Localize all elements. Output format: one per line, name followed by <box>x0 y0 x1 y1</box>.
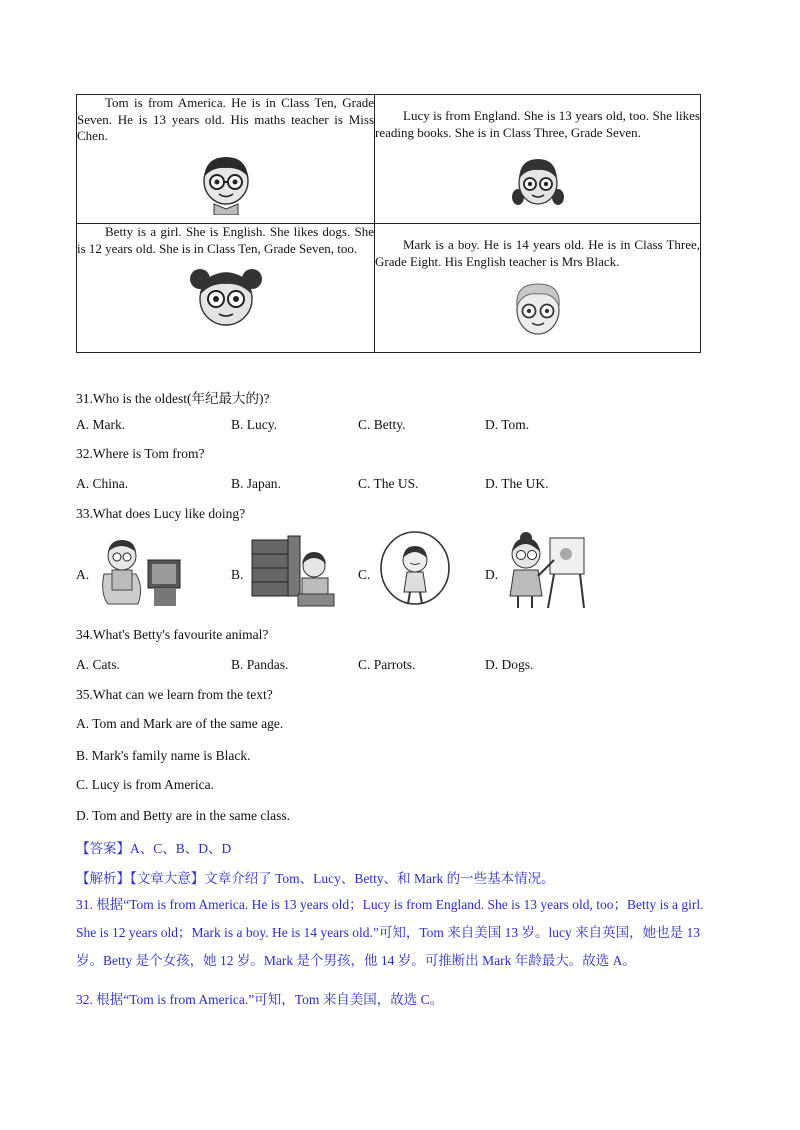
question-31-option-c: C. Betty. <box>358 417 406 432</box>
question-35-option-d: D. Tom and Betty are in the same class. <box>76 808 291 823</box>
analysis-item-31: 31. 根据“Tom is from America. He is 13 years old；Lucy is from England. She is 13 years old, too；Betty is a girl. She is 12 years old；Mark is a boy. He is 14 years old.”可知，Tom 来自美国 13 岁。lucy 来自英国，她也是 13 岁。Betty 是个女孩，她 12 岁。Mark 是个男孩，他 14 岁。可推断出 Mark 年龄最大。故选 A。 <box>76 897 704 968</box>
question-31-option-a: A. Mark. <box>76 417 126 432</box>
question-32-option-c: C. The US. <box>358 476 419 491</box>
painting-icon <box>504 530 588 610</box>
profile-text-mark: Mark is a boy. He is 14 years old. He is in Class Three, Grade Eight. His English teacher is Mrs Black. <box>375 237 700 269</box>
question-34-option-b: B. Pandas. <box>231 657 289 672</box>
watching-tv-icon <box>96 534 186 608</box>
boy-curly-icon <box>509 278 567 342</box>
profile-cell-tom <box>77 95 375 224</box>
question-32-option-d: D. The UK. <box>485 476 549 491</box>
profile-table <box>76 94 701 353</box>
question-35-option-c: C. Lucy is from America. <box>76 777 214 792</box>
question-32-option-a: A. China. <box>76 476 129 491</box>
question-34-option-a: A. Cats. <box>76 657 120 672</box>
question-33-option-d: D. <box>485 567 499 582</box>
question-33-option-a: A. <box>76 567 90 582</box>
question-34: 34.What's Betty's favourite animal? <box>76 627 269 642</box>
question-31-option-b: B. Lucy. <box>231 417 277 432</box>
question-34-option-d: D. Dogs. <box>485 657 534 672</box>
question-35-option-a: A. Tom and Mark are of the same age. <box>76 716 284 731</box>
profile-text-betty: Betty is a girl. She is English. She likes dogs. She is 12 years old. She is in Class Ten, Grade Seven, too. <box>77 224 374 256</box>
girl-pigtails-icon <box>510 151 566 215</box>
boy-glasses-icon <box>194 151 258 215</box>
profile-cell-mark <box>375 224 701 353</box>
question-31: 31.Who is the oldest(年纪最大的)? <box>76 391 270 406</box>
question-35: 35.What can we learn from the text? <box>76 687 273 702</box>
profile-text-lucy: Lucy is from England. She is 13 years old, too. She likes reading books. She is in Class Three, Grade Seven. <box>375 108 700 140</box>
question-33: 33.What does Lucy like doing? <box>76 506 246 521</box>
profile-cell-betty <box>77 224 375 353</box>
girl-buns-icon <box>186 265 266 327</box>
question-35-option-b: B. Mark's family name is Black. <box>76 748 251 763</box>
jumping-rope-icon <box>376 530 454 610</box>
question-32-option-b: B. Japan. <box>231 476 281 491</box>
question-31-option-d: D. Tom. <box>485 417 530 432</box>
question-34-option-c: C. Parrots. <box>358 657 416 672</box>
question-33-option-c: C. <box>358 567 371 582</box>
question-32: 32.Where is Tom from? <box>76 446 205 461</box>
question-33-option-b: B. <box>231 567 244 582</box>
analysis-item-32: 32. 根据“Tom is from America.”可知，Tom 来自美国，故选 C。 <box>76 992 444 1007</box>
analysis-heading: 【解析】【文章大意】文章介绍了 Tom、Lucy、Betty、和 Mark 的一些基本情况。 <box>76 871 555 886</box>
profile-cell-lucy <box>375 95 701 224</box>
answer-key: 【答案】A、C、B、D、D <box>76 841 232 856</box>
reading-books-icon <box>250 532 336 608</box>
profile-text-tom: Tom is from America. He is in Class Ten, Grade Seven. He is 13 years old. His maths teacher is Miss Chen. <box>77 95 374 143</box>
